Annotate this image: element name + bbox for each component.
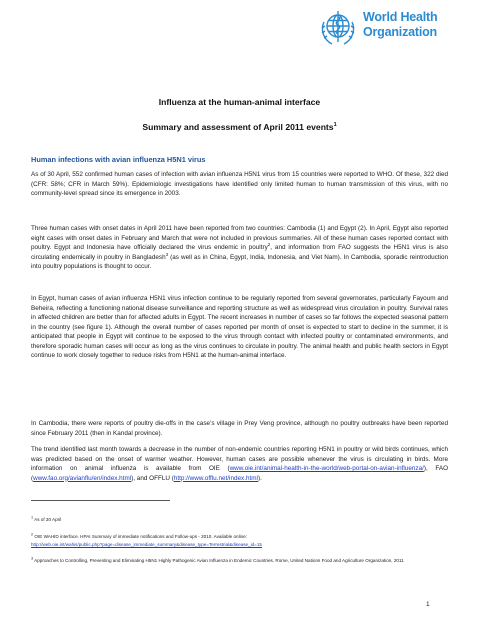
- paragraph-2-text-c: (as well as in China, Egypt, India, Indonesia, and Viet Nam). In Cambodia, sporadic reintroduction into poultry populations is thought to occur.: [31, 253, 449, 270]
- offlu-link[interactable]: http://www.offlu.net/index.html: [173, 474, 258, 482]
- paragraph-5-text-c: ), and OFFLU (: [131, 474, 174, 482]
- footnote-2-link[interactable]: http://web.oie.int/wahis/public.php?page=disease_immediate_summary&disease_type=Terrestrial&disease_id=15: [31, 542, 262, 547]
- fao-link[interactable]: www.fao.org/avianflu/en/index.html: [33, 474, 132, 482]
- footnote-3: [31, 557, 448, 565]
- footnote-ref-3: 3: [165, 251, 169, 257]
- footnote-2-text: OIE WAHID interface. HPAI Summary of immediate notifications and Follow-ups - 2010. Available online:: [34, 534, 248, 539]
- who-logo-text: [363, 10, 437, 40]
- logo-line-1: World Health: [363, 10, 438, 24]
- paragraph-2-text-a: Three human cases with onset dates in April 2011 have been reported from two countries: Cambodia (1) and Egypt (2). In April, Egypt also reported eight cases with onset dates in February and March that were not included in previous summaries. All of these human cases reported contact with poultry. Egypt and Indonesia have officially declared the virus endemic in poultry: [31, 225, 448, 251]
- page-number: 1: [426, 601, 430, 608]
- document-title: Influenza at the human-animal interface: [158, 97, 321, 107]
- footnote-3-text: Approaches to Controlling, Preventing and Eliminating H5N1 Highly Pathogenic Avian Influenza in Endemic Countries. Rome, United Nations Food and Agriculture Organization, 2011: [34, 558, 404, 563]
- footnote-2-number: 2: [31, 532, 34, 537]
- footnote-ref-1: 1: [333, 122, 337, 128]
- footnote-1-number: 1: [31, 515, 34, 520]
- who-emblem-icon: [318, 8, 358, 50]
- footnote-1-text: As of 30 April: [34, 517, 62, 522]
- paragraph-5-text-b: ), FAO (: [31, 465, 449, 482]
- paragraph-4: In Cambodia, there were reports of poultry die-offs in the case’s village in Prey Veng province, although no poultry outbreaks have been reported since February 2011 (then in Kandal province).: [31, 420, 448, 437]
- section-heading: Human infections with avian influenza H5N1 virus: [31, 155, 206, 164]
- footnote-2: [31, 533, 448, 549]
- paragraph-5-text-a: The trend identified last month towards a decrease in the number of non-endemic countries reporting H5N1 in poultry or wild birds continues, which was predicted based on the onset of warmer weather. However, human cases are possible whenever the virus is circulating in birds. More information on animal influenza is available from OIE (: [31, 446, 448, 472]
- subtitle-text: Summary and assessment of April 2011 events: [142, 122, 334, 132]
- logo-line-2: Organization: [363, 25, 437, 39]
- footnote-3-number: 3: [31, 556, 34, 561]
- paragraph-3: In Egypt, human cases of avian influenza H5N1 virus infection continue to be regularly reported from several governorates, particularly Fayoum and Beheira, reflecting a functioning national disease surveillance and reporting structure as well as widespread virus circulation in poultry. Survival rates in affected children are better than for affected adults in Egypt. The recent increases in number of cases so far follows the expected seasonal pattern in the country (see figure 1). Although the overall number of cases reported per month of onset is expected to start to decline in the summer, it is anticipated that people in Egypt will continue to be exposed to the virus through contact with infected poultry or contaminated environments, and therefore sporadic human cases will occur as long as the virus continues to circulate in poultry. The animal health and public health sectors in Egypt continue to work closely together to reduce risks from H5N1 at the human-animal interface.: [31, 295, 448, 359]
- footnote-divider: [31, 500, 170, 501]
- paragraph-1: As of 30 April, 552 confirmed human cases of infection with avian influenza H5N1 virus from 15 countries were reported to WHO. Of these, 322 died (CFR: 58%; CFR in March 59%). Epidemiologic investigations have identified only limited human to human transmission of this virus, with no community-level spread since its emergence in 2003.: [31, 171, 448, 197]
- who-logo: [318, 8, 468, 60]
- paragraph-5-text-d: ).: [257, 474, 262, 482]
- oie-link[interactable]: www.oie.int/animal-health-in-the-world/web-portal-on-avian-influenza/: [229, 465, 424, 472]
- paragraph-2: [31, 224, 448, 272]
- paragraph-2-text-b: , and information from FAO suggests the H5N1 virus is also circulating endemically in poultry in Bangladesh: [31, 244, 448, 261]
- document-subtitle: [0, 122, 479, 132]
- footnote-1: [31, 516, 448, 524]
- footnote-ref-2: 2: [267, 242, 271, 247]
- paragraph-5: [31, 445, 448, 483]
